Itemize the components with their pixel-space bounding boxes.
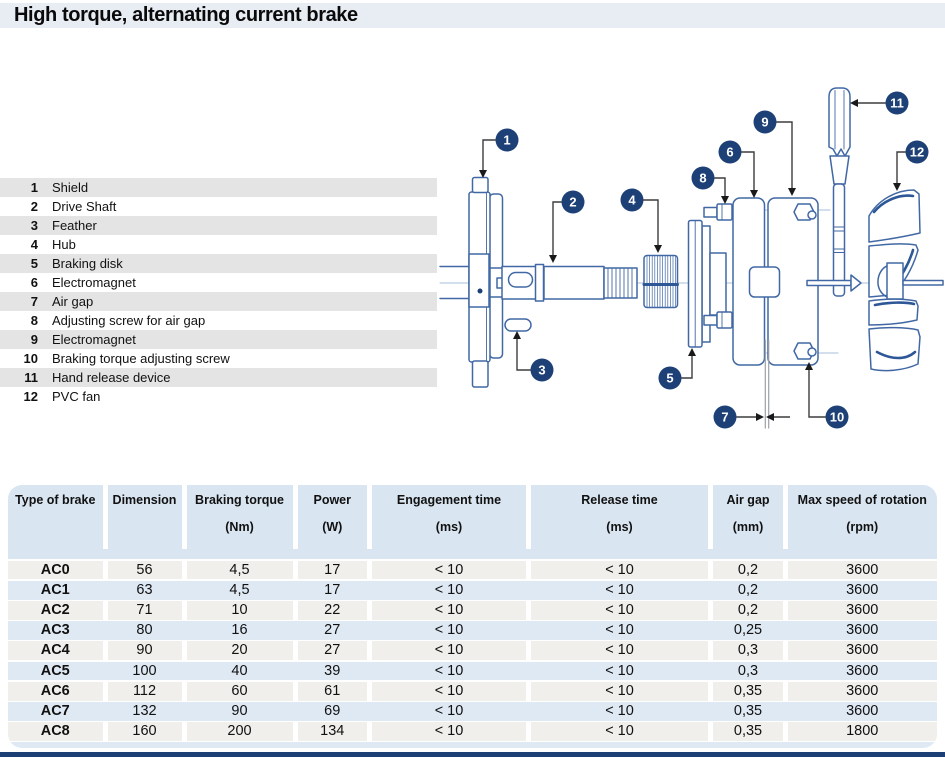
value-cell: < 10 — [531, 641, 708, 660]
value-cell: < 10 — [531, 722, 708, 741]
column-header — [187, 485, 293, 559]
parts-list-item — [0, 254, 437, 273]
title-bar — [0, 3, 945, 28]
part-label: Air gap — [52, 294, 94, 309]
value-cell: 3600 — [788, 641, 937, 660]
value-cell: 27 — [324, 622, 341, 639]
svg-text:7: 7 — [721, 409, 729, 425]
value-cell: 17 — [324, 581, 341, 598]
table-row — [8, 722, 937, 741]
column-header — [531, 485, 708, 559]
callout-11 — [886, 92, 909, 115]
part-number: 1 — [30, 180, 38, 195]
svg-text:11: 11 — [890, 95, 904, 111]
value-cell: 200 — [187, 722, 293, 741]
table-row — [8, 621, 937, 640]
brake-type-cell: AC1 — [40, 581, 70, 598]
value-cell: < 10 — [372, 561, 526, 580]
value-cell: 4,5 — [229, 581, 250, 598]
value-cell: 3600 — [788, 561, 937, 580]
svg-text:9: 9 — [761, 114, 769, 130]
callout-8 — [692, 167, 715, 190]
hand-release-drawing — [829, 88, 850, 296]
column-header-label: Dimension — [112, 493, 177, 507]
svg-text:12: 12 — [909, 144, 925, 160]
column-header-label: Release time — [581, 493, 658, 507]
svg-text:4: 4 — [628, 192, 636, 208]
column-header-unit: (Nm) — [225, 520, 254, 534]
footer-bar — [0, 752, 945, 757]
value-cell: 17 — [298, 561, 368, 580]
value-cell: 3600 — [846, 622, 879, 639]
parts-list-item — [0, 197, 437, 216]
callout-2 — [562, 191, 585, 214]
column-header-unit: (mm) — [732, 520, 764, 534]
brake-type-cell: AC7 — [40, 702, 70, 719]
table-row — [8, 561, 937, 580]
value-cell: 60 — [187, 682, 293, 701]
brake-type-cell: AC2 — [8, 601, 103, 620]
svg-text:10: 10 — [829, 409, 845, 425]
column-header — [372, 485, 526, 559]
value-cell: 160 — [108, 722, 182, 741]
header-separator — [182, 485, 187, 549]
value-cell: 90 — [108, 641, 182, 660]
value-cell: < 10 — [605, 702, 634, 719]
column-header-label: Max speed of rotation — [797, 493, 927, 507]
column-header — [298, 485, 368, 559]
value-cell: < 10 — [372, 601, 526, 620]
part-label: Shield — [52, 180, 89, 195]
parts-list-item — [0, 178, 437, 197]
column-header-unit — [8, 520, 103, 533]
callout-12 — [906, 141, 929, 164]
value-cell: 3600 — [788, 682, 937, 701]
callout-3 — [531, 359, 554, 382]
brake-type-cell: AC8 — [8, 722, 103, 741]
value-cell: 0,3 — [737, 662, 759, 679]
value-cell: 61 — [298, 682, 368, 701]
table-row — [8, 641, 937, 660]
value-cell: 3600 — [846, 581, 879, 598]
part-label: Feather — [52, 218, 97, 233]
svg-text:5: 5 — [666, 370, 674, 386]
part-label: Hand release device — [52, 370, 171, 385]
parts-list-item — [0, 368, 437, 387]
electromagnet-drawing — [733, 198, 818, 365]
column-header-label: Engagement time — [396, 493, 502, 507]
column-header-unit: (W) — [322, 520, 343, 534]
value-cell: 10 — [187, 601, 293, 620]
value-cell: 134 — [298, 722, 368, 741]
header-separator — [783, 485, 788, 549]
value-cell: 0,2 — [737, 581, 759, 598]
column-header-unit — [108, 520, 182, 533]
part-number: 9 — [30, 332, 38, 347]
part-number: 4 — [30, 237, 38, 252]
part-number: 10 — [23, 351, 38, 366]
value-cell: < 10 — [434, 702, 464, 719]
value-cell: 16 — [231, 622, 248, 639]
value-cell: 0,35 — [733, 702, 763, 719]
value-cell: 0,35 — [713, 722, 783, 741]
parts-list-item — [0, 330, 437, 349]
part-number: 3 — [30, 218, 38, 233]
svg-text:6: 6 — [726, 144, 734, 160]
callout-10 — [826, 406, 849, 429]
value-cell: 56 — [108, 561, 182, 580]
column-header-label: Power — [313, 493, 351, 507]
part-label: Drive Shaft — [52, 199, 117, 214]
drive-shaft-drawing — [502, 265, 637, 302]
value-cell: 0,2 — [713, 561, 783, 580]
parts-list-item — [0, 349, 437, 368]
part-number: 6 — [30, 275, 38, 290]
shield-drawing — [469, 178, 503, 388]
value-cell: 0,2 — [713, 601, 783, 620]
part-label: Electromagnet — [52, 275, 136, 290]
part-number: 7 — [30, 294, 38, 309]
value-cell: 80 — [136, 622, 153, 639]
parts-list-item — [0, 311, 437, 330]
parts-list-item — [0, 387, 437, 406]
value-cell: 1800 — [788, 722, 937, 741]
brake-type-cell: AC4 — [8, 641, 103, 660]
part-number: 11 — [24, 370, 38, 385]
brake-exploded-diagram — [430, 60, 945, 462]
column-header-label: Air gap — [726, 493, 770, 507]
value-cell: 3600 — [788, 601, 937, 620]
value-cell: 0,35 — [713, 682, 783, 701]
value-cell: 132 — [132, 702, 157, 719]
brake-type-cell: AC0 — [8, 561, 103, 580]
part-label: Adjusting screw for air gap — [52, 313, 206, 328]
value-cell: 0,3 — [713, 641, 783, 660]
parts-list-item — [0, 292, 437, 311]
value-cell: 40 — [231, 662, 248, 679]
part-number: 12 — [23, 389, 38, 404]
column-header-unit: (ms) — [606, 520, 633, 534]
value-cell: 3600 — [846, 702, 879, 719]
callout-6 — [719, 141, 742, 164]
table-row — [8, 662, 937, 681]
value-cell: < 10 — [531, 682, 708, 701]
brake-type-cell: AC3 — [40, 622, 70, 639]
parts-list — [0, 178, 437, 406]
part-label: Braking torque adjusting screw — [52, 351, 230, 366]
svg-text:3: 3 — [538, 362, 546, 378]
value-cell: < 10 — [372, 722, 526, 741]
header-separator — [103, 485, 108, 549]
table-row — [8, 702, 937, 721]
value-cell: < 10 — [434, 622, 464, 639]
column-header — [8, 485, 103, 559]
value-cell: 0,25 — [733, 622, 763, 639]
value-cell: 39 — [324, 662, 341, 679]
callout-4 — [621, 189, 644, 212]
svg-text:2: 2 — [569, 194, 577, 210]
value-cell: 4,5 — [187, 561, 293, 580]
value-cell: < 10 — [531, 601, 708, 620]
column-header-label: Braking torque — [195, 493, 284, 507]
header-separator — [367, 485, 372, 549]
callout-9 — [754, 111, 777, 134]
value-cell: < 10 — [372, 641, 526, 660]
brake-type-cell: AC6 — [8, 682, 103, 701]
value-cell: < 10 — [434, 581, 464, 598]
part-number: 8 — [30, 313, 38, 328]
table-header — [8, 485, 937, 559]
table-row — [8, 682, 937, 701]
hub-drawing — [644, 256, 678, 308]
value-cell: 63 — [136, 581, 153, 598]
brake-type-cell: AC5 — [40, 662, 70, 679]
pvc-fan-drawing — [869, 190, 943, 371]
callout-5 — [659, 367, 682, 390]
part-label: PVC fan — [52, 389, 101, 404]
svg-text:1: 1 — [503, 132, 511, 148]
table-bottom-fill — [8, 742, 937, 748]
parts-list-item — [0, 273, 437, 292]
callout-7 — [714, 406, 737, 429]
value-cell: 90 — [231, 702, 248, 719]
value-cell: 112 — [108, 682, 182, 701]
table-row — [8, 601, 937, 620]
callout-1 — [496, 129, 519, 152]
value-cell: 69 — [324, 702, 341, 719]
value-cell: < 10 — [372, 682, 526, 701]
value-cell: 22 — [298, 601, 368, 620]
value-cell: < 10 — [531, 561, 708, 580]
column-header-unit: (ms) — [435, 520, 463, 534]
value-cell: < 10 — [434, 662, 464, 679]
value-cell: 71 — [108, 601, 182, 620]
part-number: 5 — [30, 256, 38, 271]
column-header — [788, 485, 937, 559]
header-separator — [293, 485, 298, 549]
specifications-table — [8, 485, 937, 748]
table-body — [8, 561, 937, 748]
feather-drawing — [505, 319, 531, 331]
part-label: Hub — [52, 237, 76, 252]
svg-text:8: 8 — [699, 170, 707, 186]
header-separator — [526, 485, 531, 549]
part-number: 2 — [30, 199, 38, 214]
value-cell: 100 — [132, 662, 157, 679]
parts-list-item — [0, 235, 437, 254]
value-cell: < 10 — [605, 581, 634, 598]
value-cell: < 10 — [605, 662, 634, 679]
column-header-unit: (rpm) — [846, 520, 879, 534]
part-label: Braking disk — [52, 256, 123, 271]
part-label: Electromagnet — [52, 332, 136, 347]
column-header — [108, 485, 182, 559]
value-cell: 3600 — [846, 662, 879, 679]
value-cell: 27 — [298, 641, 368, 660]
parts-list-item — [0, 216, 437, 235]
header-separator — [708, 485, 713, 549]
table-row — [8, 581, 937, 600]
value-cell: < 10 — [605, 622, 634, 639]
page-title: High torque, alternating current brake — [14, 4, 358, 26]
column-header — [713, 485, 783, 559]
value-cell: 20 — [187, 641, 293, 660]
column-header-label: Type of brake — [15, 493, 96, 507]
